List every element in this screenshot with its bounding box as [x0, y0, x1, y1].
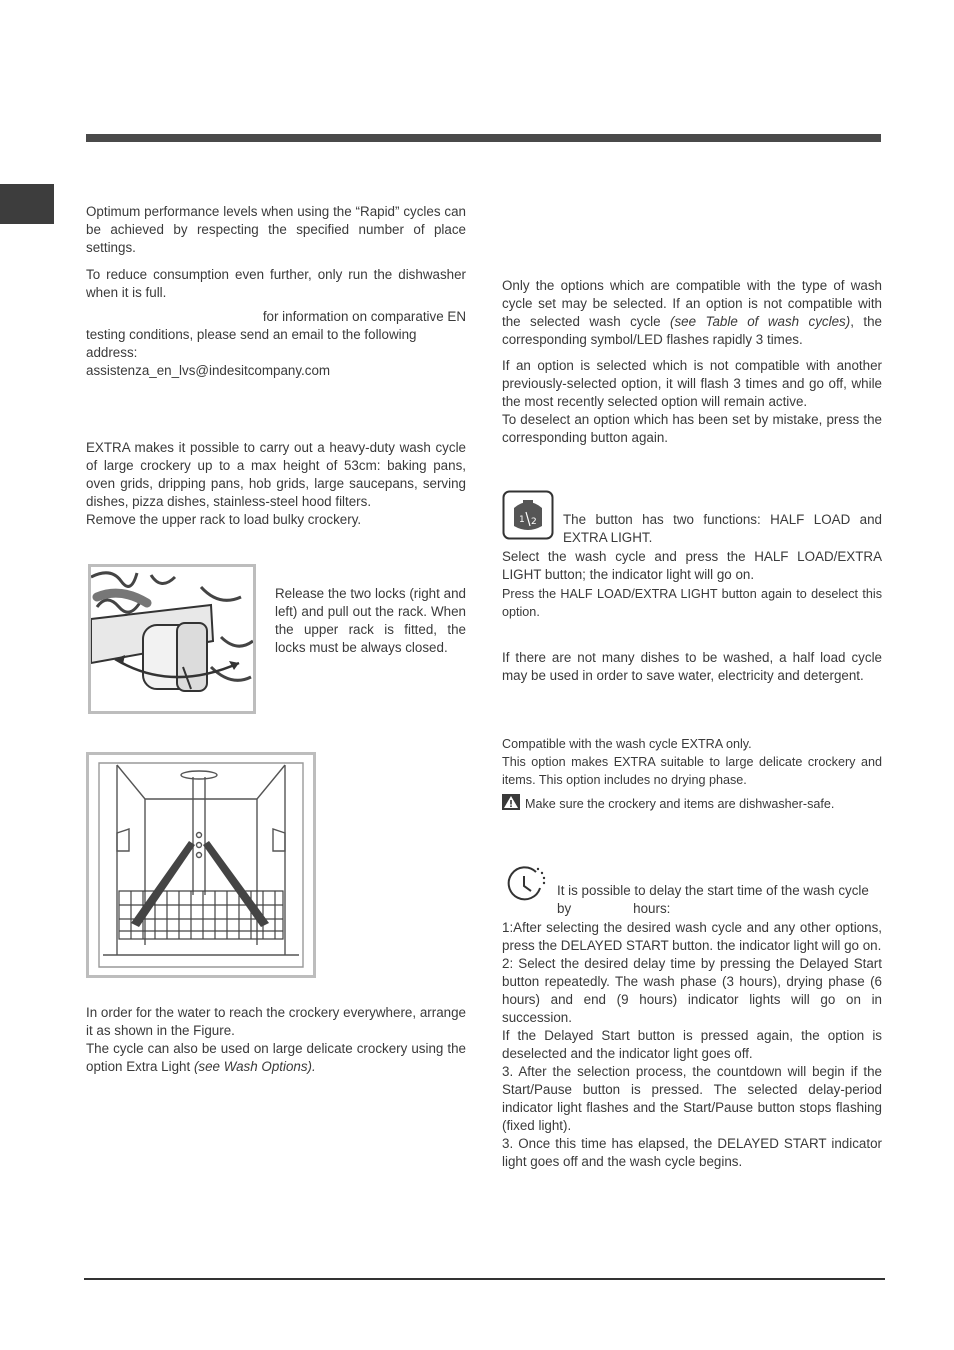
- delay-step-2: 2: Select the desired delay time by pressing the Delayed Start button repeatedly. The wash phase (3 hours), drying phase (6 hours) and end (9 hours) indicator lights will go on in succession.: [502, 956, 882, 1025]
- half-load-select: Select the wash cycle and press the HALF LOAD/EXTRA LIGHT button; the indicator light will go on.: [502, 549, 882, 582]
- language-tab: [0, 184, 54, 224]
- extra-light-desc: This option makes EXTRA suitable to large delicate crockery and items. This option includes no drying phase.: [502, 755, 882, 787]
- warning-text: Make sure the crockery and items are dishwasher-safe.: [525, 797, 835, 811]
- en-info-block: [86, 308, 466, 380]
- delay-repress: If the Delayed Start button is pressed again, the option is deselected and the indicator light goes off.: [502, 1028, 882, 1061]
- options-compat-tail: , the corresponding symbol/LED flashes rapidly 3 times.: [502, 314, 882, 347]
- delay-intro-line2: [557, 900, 882, 918]
- delay-intro-line1: It is possible to delay the start time of the wash cycle: [557, 883, 869, 898]
- delay-step-3: 3. After the selection process, the countdown will begin if the Start/Pause button is pressed. The selected delay-period indicator light flashes and the Start/Pause button stops flashing (fixed light).: [502, 1064, 882, 1133]
- options-deselect-paragraph: To deselect an option which has been set by mistake, press the corresponding button again.: [502, 412, 882, 445]
- delay-steps-block: [502, 919, 882, 1171]
- top-rule: [86, 134, 881, 142]
- half-load-deselect: Press the HALF LOAD/EXTRA LIGHT button again to deselect this option.: [502, 587, 882, 619]
- locks-caption: Release the two locks (right and left) and pull out the rack. When the upper rack is fitted, the locks must be always closed.: [275, 586, 466, 655]
- rack-locks-illustration: [91, 567, 253, 711]
- options-conflict-paragraph: If an option is selected which is not compatible with another previously-selected option, it will flash 3 times and go off, while the most recently selected option will remain active.: [502, 358, 882, 409]
- half-load-icon: [502, 490, 554, 540]
- wash-cycles-table-link: (see Table of wash cycles): [670, 314, 851, 329]
- delay-intro-block: [557, 882, 882, 918]
- half-load-info-block: [502, 649, 882, 685]
- half-load-block: [502, 548, 882, 621]
- intro-paragraph: Optimum performance levels when using the “Rapid” cycles can be achieved by respecting the specified number of place settings.: [86, 204, 466, 255]
- delay-step-3b: 3. Once this time has elapsed, the DELAYED START indicator light goes off and the wash cycle begins.: [502, 1136, 882, 1169]
- arrange-paragraph: In order for the water to reach the crockery everywhere, arrange it as shown in the Figure.: [86, 1005, 466, 1038]
- service-email: assistenza_en_lvs@indesitcompany.com: [86, 363, 331, 378]
- extra-block: [86, 439, 466, 529]
- locks-caption-block: [275, 585, 466, 657]
- rack-locks-figure: [88, 564, 256, 714]
- warning-line: [502, 794, 882, 813]
- wash-options-link: (see Wash Options).: [193, 1059, 316, 1074]
- lower-rack-illustration: [89, 755, 313, 975]
- consumption-paragraph: To reduce consumption even further, only run the dishwasher when it is full.: [86, 267, 466, 300]
- options-compat-text: Only the options which are compatible with the type of wash cycle set may be selected. If an option is not compatible with the selected wash cycle: [502, 278, 882, 329]
- svg-text:1: 1: [519, 515, 525, 525]
- lower-rack-figure: [86, 752, 316, 978]
- bottom-rule: [84, 1278, 885, 1280]
- intro-block: [86, 203, 466, 302]
- half-load-intro-block: [563, 511, 882, 547]
- extra-light-note: [86, 1040, 466, 1076]
- extra-light-block: [502, 735, 882, 813]
- delay-step-1: 1:After selecting the desired wash cycle and any other options, press the DELAYED START button. the indicator light will go on.: [502, 920, 882, 953]
- delay-intro-by: by: [557, 901, 572, 916]
- en-info-line1: for information on comparative EN: [262, 309, 466, 324]
- half-load-icon-graphic: [502, 490, 554, 540]
- half-load-intro: The button has two functions: HALF LOAD and EXTRA LIGHT.: [563, 512, 882, 545]
- en-info-line2: testing conditions, please send an email to the following address:: [86, 327, 417, 360]
- extra-paragraph: EXTRA makes it possible to carry out a heavy-duty wash cycle of large crockery up to a max height of 53cm: baking pans, oven grids, dripping pans, hob grids, large saucepans, serving dishes, pizza dishes, stainless-steel hood filters.: [86, 440, 466, 509]
- half-load-info: If there are not many dishes to be washed, a half load cycle may be used in order to save water, electricity and detergent.: [502, 650, 882, 683]
- delay-intro-hours: hours:: [633, 901, 671, 916]
- svg-text:2: 2: [531, 517, 537, 527]
- arrange-block: [86, 1004, 466, 1076]
- clock-icon: [504, 864, 548, 904]
- extra-light-note-text: The cycle can also be used on large delicate crockery using the option Extra Light: [86, 1041, 466, 1074]
- options-block: [502, 277, 882, 447]
- clock-icon-graphic: [504, 864, 548, 904]
- warning-icon: [502, 794, 520, 810]
- extra-light-compat: Compatible with the wash cycle EXTRA only.: [502, 737, 752, 751]
- options-compat-paragraph: [502, 277, 882, 349]
- remove-rack-note: Remove the upper rack to load bulky crockery.: [86, 512, 362, 527]
